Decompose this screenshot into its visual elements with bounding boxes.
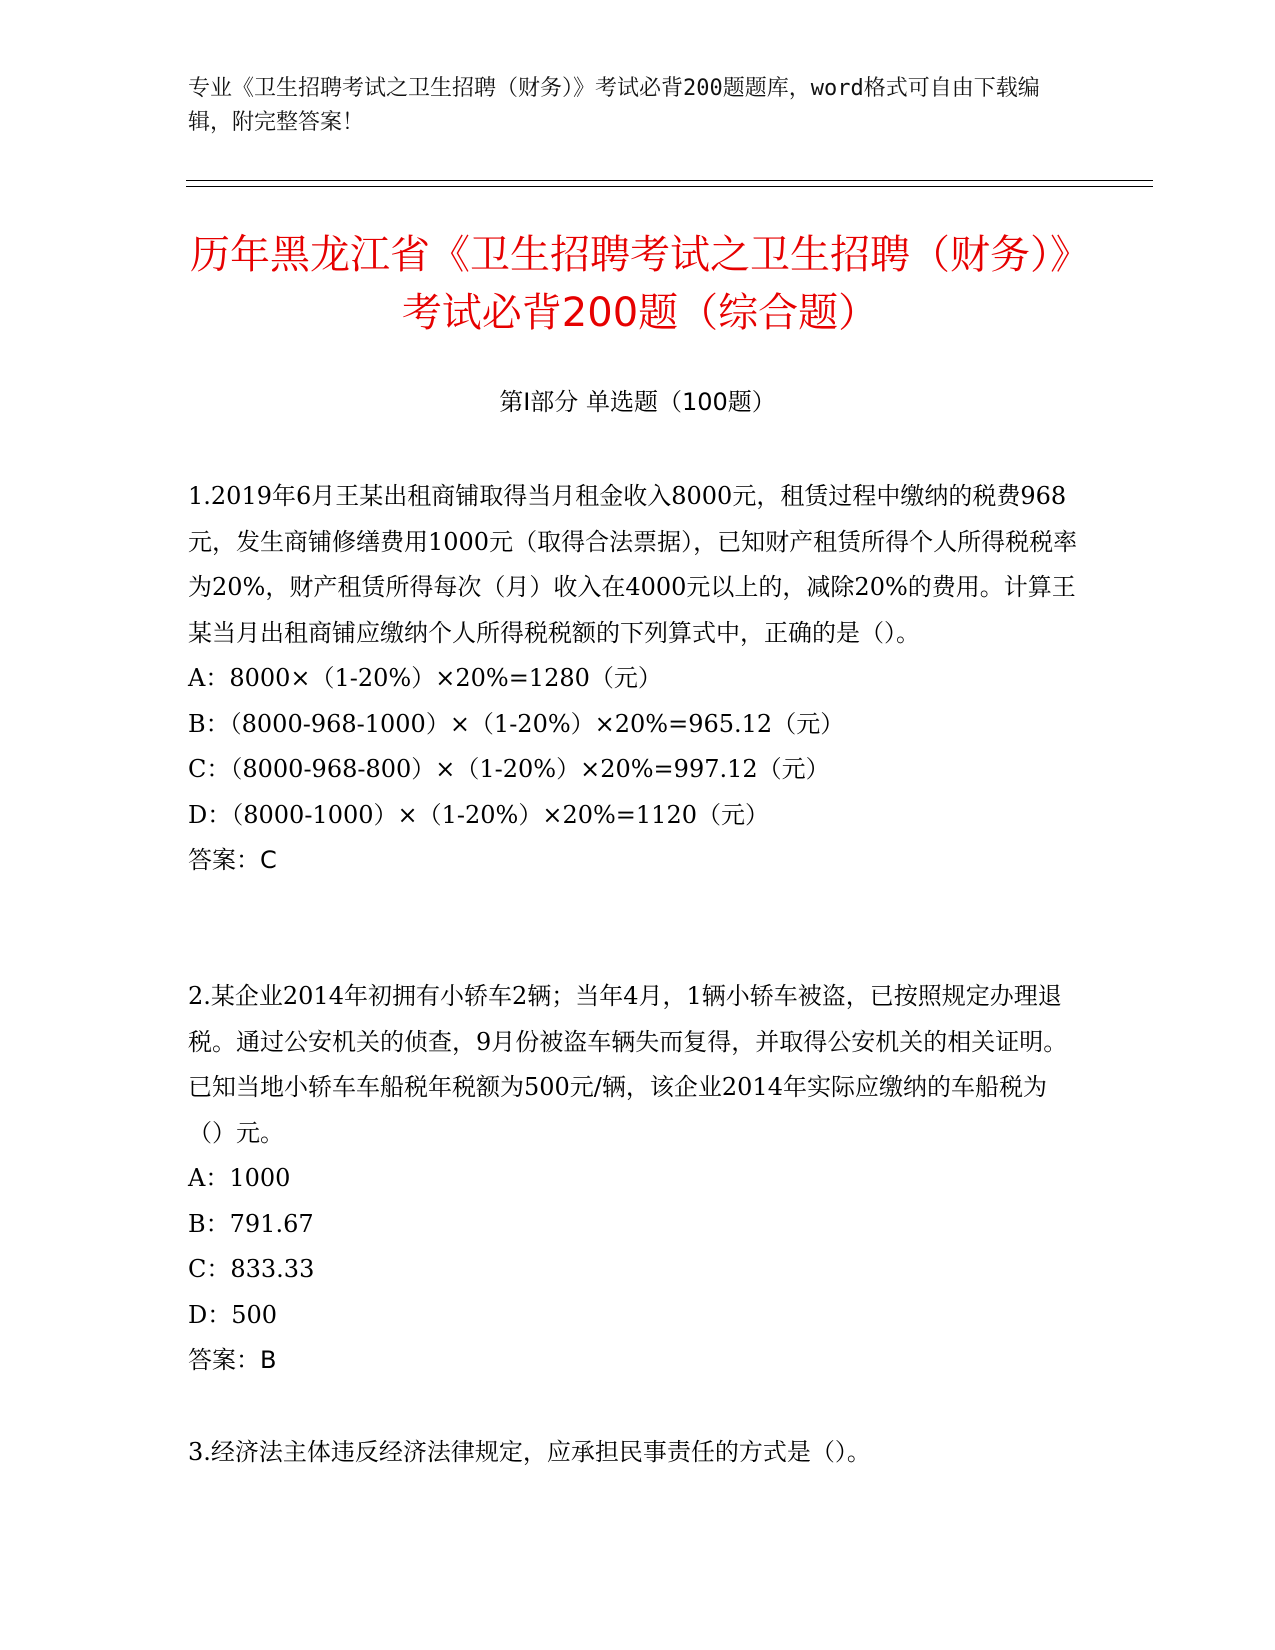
question-3: [188, 1430, 1078, 1476]
option-c: C：833.33: [188, 1255, 315, 1283]
header-note: 专业《卫生招聘考试之卫生招聘（财务）》考试必背200题题库，word格式可自由下载编辑，附完整答案！: [188, 76, 1040, 135]
option-a: A：8000×（1-20%）×20%=1280（元）: [188, 664, 662, 692]
option-b: B：（8000-968-1000）×（1-20%）×20%=965.12（元）: [188, 709, 845, 738]
header-divider-top: [186, 180, 1153, 181]
question-stem: 2.某企业2014年初拥有小轿车2辆；当年4月，1辆小轿车被盗，已按照规定办理退税。通过公安机关的侦查，9月份被盗车辆失而复得，并取得公安机关的相关证明。已知当地小轿车车船税年税额为500元/辆，该企业2014年实际应缴纳的车船税为（）元。: [188, 982, 1068, 1147]
section-heading: 第Ⅰ部分 单选题（100题）: [499, 388, 776, 416]
answer: 答案：C: [188, 846, 277, 874]
option-d: D：500: [188, 1300, 278, 1329]
answer: 答案：B: [188, 1346, 277, 1374]
question-2: [188, 974, 1078, 1384]
option-b: B：791.67: [188, 1209, 314, 1238]
question-stem: 1.2019年6月王某出租商铺取得当月租金收入8000元，租赁过程中缴纳的税费968元，发生商铺修缮费用1000元（取得合法票据），已知财产租赁所得个人所得税税率为20%，财产租赁所得每次（月）收入在4000元以上的，减除20%的费用。计算王某当月出租商铺应缴纳个人所得税税额的下列算式中，正确的是（）。: [188, 482, 1078, 647]
header-divider-bottom: [186, 186, 1153, 187]
option-d: D：（8000-1000）×（1-20%）×20%=1120（元）: [188, 800, 769, 829]
question-stem: 3.经济法主体违反经济法律规定，应承担民事责任的方式是（）。: [188, 1438, 871, 1466]
document-title: 历年黑龙江省《卫生招聘考试之卫生招聘（财务）》考试必背200题（综合题）: [190, 232, 1090, 336]
option-c: C：（8000-968-800）×（1-20%）×20%=997.12（元）: [188, 755, 830, 783]
question-1: [188, 474, 1078, 884]
option-a: A：1000: [188, 1164, 291, 1192]
